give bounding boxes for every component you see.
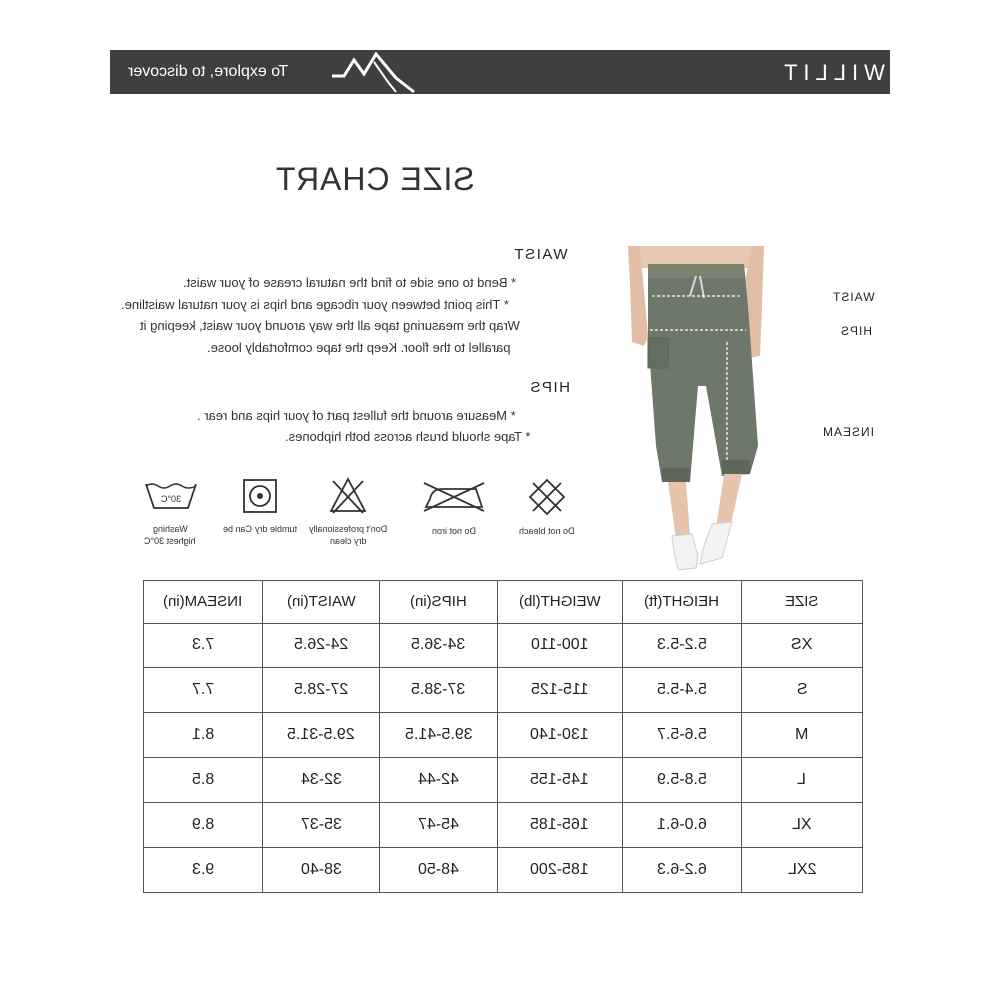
table-cell: [741, 848, 862, 893]
table-cell-text: S: [796, 681, 808, 699]
table-cell-text: 9.3: [191, 861, 215, 879]
table-cell: [144, 623, 263, 668]
do-not-iron-icon: [422, 479, 486, 513]
table-cell-text: 35-37: [300, 816, 342, 834]
table-row: [144, 623, 863, 668]
care-label-line: Do not bleach: [519, 526, 575, 536]
table-cell-text: 145-155: [530, 771, 590, 789]
waist-line: Wrap the measuring tape all the way around your waist, keeping it: [140, 318, 520, 333]
table-cell-text: 8.9: [191, 816, 215, 834]
table-cell-text: 115-125: [531, 681, 589, 699]
table-cell: [741, 758, 862, 803]
figure-label-hips: HIPS: [840, 324, 873, 338]
mountain-logo-icon: [330, 52, 418, 94]
table-cell: [497, 713, 622, 758]
care-label-line: Do not iron: [431, 526, 477, 536]
care-label: [222, 523, 298, 535]
table-header-cell: [144, 581, 263, 624]
table-cell: [380, 668, 498, 713]
care-label: [502, 525, 592, 537]
table-cell: [380, 713, 498, 758]
wash-30-icon: [144, 480, 198, 512]
table-cell-text: 27-28.5: [293, 681, 349, 699]
table-cell: [497, 668, 622, 713]
table-cell-text: 8.5: [191, 771, 215, 789]
do-not-bleach-icon: [527, 477, 567, 517]
table-cell-text: 29.5-31.5: [287, 726, 355, 744]
table-header-cell: [622, 581, 741, 624]
care-label-line: tumble dry: [254, 524, 297, 534]
table-cell-text: 37-38.5: [411, 681, 466, 699]
table-cell: [380, 758, 498, 803]
table-cell: [144, 668, 263, 713]
care-label-line: Don't professionally: [308, 524, 388, 534]
hips-line: * Measure around the fullest part of your hips and rear .: [197, 408, 516, 423]
brand-name: WILLIT: [778, 60, 885, 85]
table-row: [144, 803, 863, 848]
table-cell-text: 100-110: [531, 636, 589, 654]
table-cell: [144, 758, 263, 803]
care-label-line: dry clean: [329, 536, 367, 546]
table-cell-text: 5.4-5.5: [656, 681, 707, 699]
table-header-cell: [263, 581, 380, 624]
table-row: [144, 848, 863, 893]
table-cell: [741, 668, 862, 713]
care-label: [130, 523, 210, 547]
table-cell: [263, 758, 380, 803]
table-cell: [380, 623, 498, 668]
table-cell-text: 34-36.5: [411, 636, 466, 654]
figure-label-waist: WAIST: [832, 290, 875, 304]
table-cell-text: XL: [792, 816, 812, 834]
table-cell-text: 7.3: [191, 636, 215, 654]
table-header-text: SIZE: [785, 593, 819, 611]
waist-line: parallel to the floor. Keep the tape comfortably loose.: [207, 340, 511, 355]
table-cell-text: 165-185: [530, 816, 590, 834]
table-cell: [741, 713, 862, 758]
table-cell: [497, 623, 622, 668]
table-cell-text: 32-34: [300, 771, 342, 789]
table-cell: [263, 623, 380, 668]
table-cell: [380, 803, 498, 848]
care-label-line: Can be: [223, 524, 253, 534]
tagline: To explore, to discover: [128, 63, 289, 80]
table-cell-text: 5.2-5.3: [656, 636, 707, 654]
table-cell: [144, 848, 263, 893]
table-header-text: HIPS(in): [410, 593, 467, 611]
care-label: [409, 525, 499, 537]
table-cell: [622, 713, 741, 758]
table-cell: [622, 848, 741, 893]
table-cell: [144, 803, 263, 848]
table-cell: [741, 803, 862, 848]
table-header-text: WAIST(in): [286, 593, 356, 611]
table-cell-text: 6.2-6.3: [656, 861, 707, 879]
product-photo: [626, 246, 766, 576]
table-cell-text: 7.7: [191, 681, 215, 699]
table-cell-text: 130-140: [530, 726, 590, 744]
table-cell: [263, 668, 380, 713]
table-cell: [622, 668, 741, 713]
table-cell: [263, 848, 380, 893]
table-cell-text: 5.8-5.9: [656, 771, 707, 789]
table-header-cell: [380, 581, 498, 624]
table-cell-text: 38-40: [300, 861, 342, 879]
table-cell-text: M: [795, 726, 809, 744]
table-cell-text: 5.6-5.7: [656, 726, 707, 744]
table-cell: [741, 623, 862, 668]
table-header-row: [144, 581, 863, 624]
table-cell-text: 48-50: [417, 861, 459, 879]
table-cell-text: XS: [791, 636, 813, 654]
care-label: [300, 523, 396, 547]
table-header-text: HEIGHT(ft): [644, 593, 720, 611]
table-cell: [497, 758, 622, 803]
care-label-line: highest 30°C: [144, 536, 196, 546]
table-cell-text: 6.0-6.1: [656, 816, 707, 834]
do-not-dry-clean-icon: [328, 476, 368, 516]
figure-label-inseam: INSEAM: [822, 425, 875, 439]
table-cell: [380, 848, 498, 893]
table-header-cell: [497, 581, 622, 624]
waist-heading: WAIST: [513, 246, 568, 263]
table-cell: [497, 848, 622, 893]
wash-temperature: 30°C: [160, 494, 182, 504]
size-table: [143, 580, 863, 893]
table-row: [144, 758, 863, 803]
table-cell-text: 8.1: [191, 726, 215, 744]
table-cell: [622, 758, 741, 803]
table-cell: [497, 803, 622, 848]
table-cell-text: 39.5-41.5: [404, 726, 473, 744]
table-cell: [263, 803, 380, 848]
care-label-line: Washing: [152, 524, 188, 534]
page-title: SIZE CHART: [275, 161, 475, 197]
hips-line: * Tape should brush across both hipbones.: [285, 429, 531, 444]
table-header-text: INSEAM(in): [163, 593, 243, 611]
table-cell: [622, 623, 741, 668]
table-cell-text: 2XL: [787, 861, 817, 879]
table-cell: [144, 713, 263, 758]
table-cell-text: 24-26.5: [293, 636, 349, 654]
table-header-cell: [741, 581, 862, 624]
tumble-dry-icon: [242, 478, 278, 514]
table-cell-text: L: [797, 771, 807, 789]
table-row: [144, 668, 863, 713]
waist-line: * Bend to one side to find the natural crease of your waist.: [183, 275, 517, 290]
table-row: [144, 713, 863, 758]
table-header-text: WEIGHT(lb): [518, 593, 601, 611]
waist-line: * This point between your ribcage and hips is your natural waistline.: [121, 297, 509, 312]
table-cell: [263, 713, 380, 758]
table-cell-text: 42-44: [417, 771, 459, 789]
table-cell-text: 45-47: [417, 816, 459, 834]
table-cell: [622, 803, 741, 848]
hips-heading: HIPS: [529, 379, 571, 396]
table-cell-text: 185-200: [530, 861, 590, 879]
